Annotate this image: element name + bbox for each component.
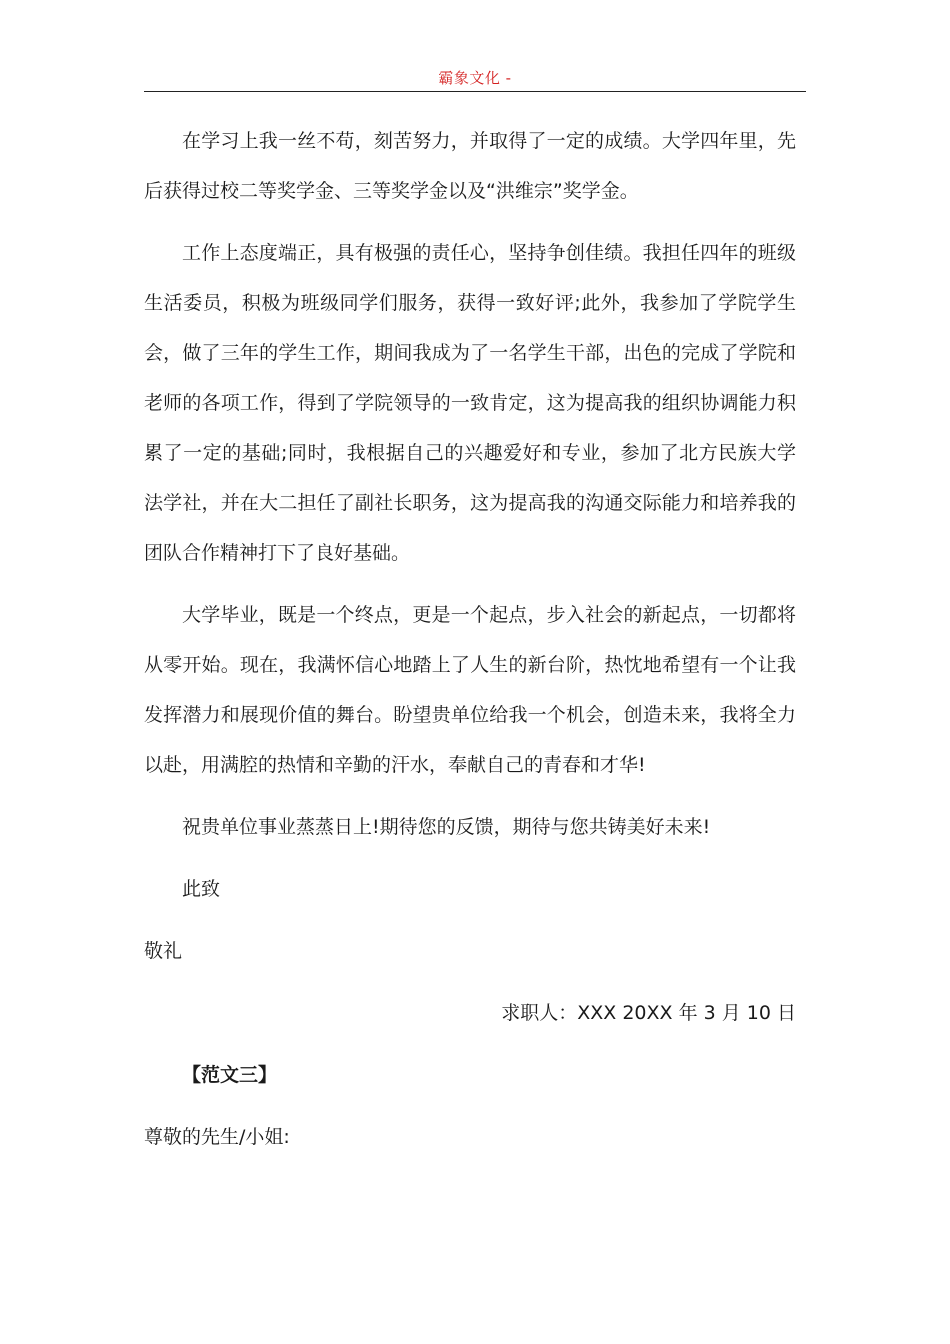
greeting-line: 尊敬的先生/小姐:	[144, 1126, 290, 1148]
signature-line: 求职人：XXX 20XX 年 3 月 10 日	[501, 1002, 796, 1024]
closing-respect: 敬礼	[144, 940, 183, 962]
paragraph-wishes: 祝贵单位事业蒸蒸日上!期待您的反馈，期待与您共铸美好未来!	[182, 816, 711, 838]
paragraph-study: 在学习上我一丝不苟，刻苦努力，并取得了一定的成绩。大学四年里，先后获得过校二等奖学金、三等奖学金以及“洪维宗”奖学金。	[144, 130, 796, 202]
header-title: 霸象文化 -	[438, 69, 512, 87]
section-title: 【范文三】	[182, 1064, 278, 1086]
paragraph-work: 工作上态度端正，具有极强的责任心，坚持争创佳绩。我担任四年的班级生活委员，积极为班级同学们服务，获得一致好评;此外，我参加了学院学生会，做了三年的学生工作，期间我成为了一名学生干部，出色的完成了学院和老师的各项工作，得到了学院领导的一致肯定，这为提高我的组织协调能力积累了一定的基础;同时，我根据自己的兴趣爱好和专业，参加了北方民族大学法学社，并在大二担任了副社长职务，这为提高我的沟通交际能力和培养我的团队合作精神打下了良好基础。	[144, 242, 796, 564]
document-body	[144, 116, 796, 1174]
closing-salute: 此致	[182, 878, 221, 900]
paragraph-graduation: 大学毕业，既是一个终点，更是一个起点，步入社会的新起点，一切都将从零开始。现在，我满怀信心地踏上了人生的新台阶，热忱地希望有一个让我发挥潜力和展现价值的舞台。盼望贵单位给我一个机会，创造未来，我将全力以赴，用满腔的热情和辛勤的汗水，奉献自己的青春和才华!	[144, 604, 796, 776]
page-header	[144, 66, 806, 92]
